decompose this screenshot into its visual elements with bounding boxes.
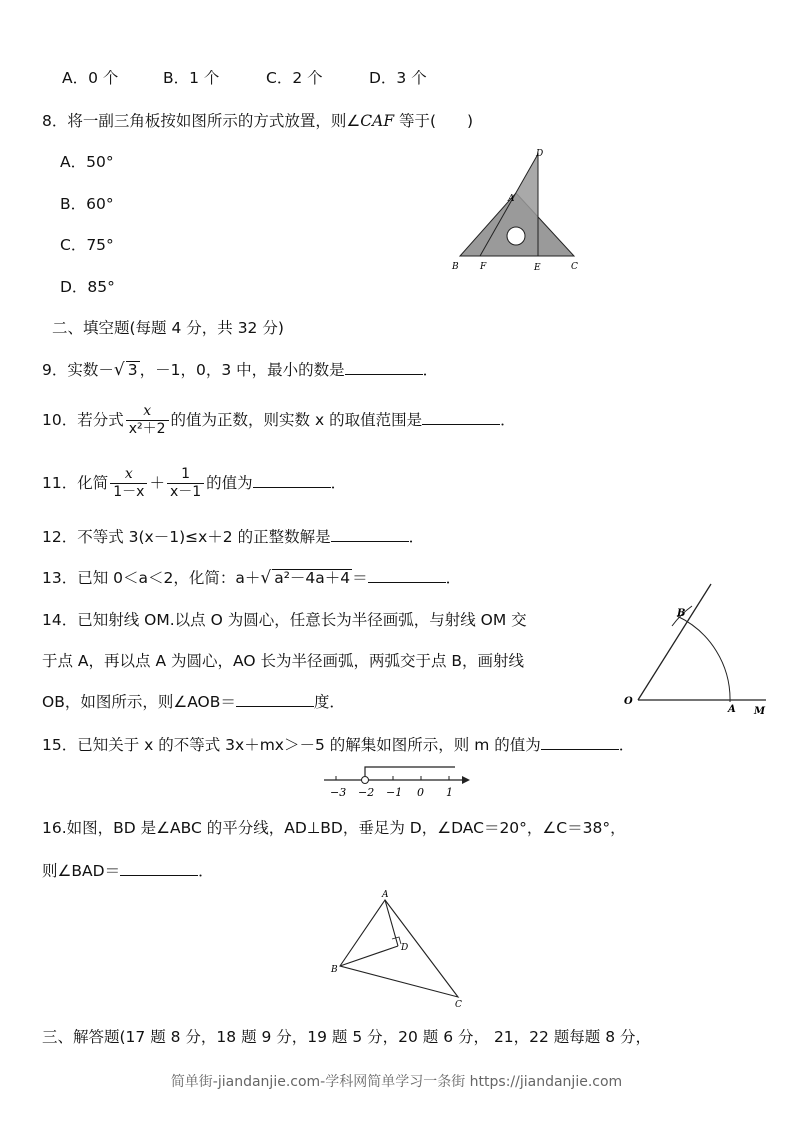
q8-option-d: D．85° — [60, 278, 115, 296]
q10: 10．若分式 $\frac{x}{\text{x²＋2}}$ 的值为正数，则实数 x 的取值范围是 ． — [42, 403, 516, 437]
q7-option-b: B．1 个 — [163, 69, 220, 87]
q15: 15．已知关于 x 的不等式 3x＋mx＞－5 的解集如图所示，则 m 的值为 ． — [42, 736, 635, 754]
q16-triangle-figure — [328, 890, 468, 1010]
q15-tick-neg1: −1 — [386, 786, 403, 799]
section-3-heading: 三、解答题(17 题 8 分，18 题 9 分，19 题 5 分，20 题 6 分， 21，22 题每题 8 分， — [42, 1028, 652, 1046]
q15-tick-0: 0 — [417, 786, 424, 799]
page-footer: 简单街-jiandanjie.com-学科网简单学习一条街 https://jiandanjie.com — [170, 1074, 623, 1090]
q14-answer-blank[interactable] — [236, 692, 314, 707]
q14-line-1: 14．已知射线 OM.以点 O 为圆心，任意长为半径画弧，与射线 OM 交 — [42, 611, 527, 629]
q7-option-a: A．0 个 — [62, 69, 119, 87]
q15-answer-blank[interactable] — [541, 735, 619, 750]
q7-option-d: D．3 个 — [369, 69, 427, 87]
q8-label-d: D — [536, 149, 544, 159]
q8-label-c: C — [571, 262, 578, 272]
q16-line-1: 16.如图，BD 是∠ABC 的平分线，AD⊥BD，垂足为 D，∠DAC＝20°，∠C＝38°， — [42, 819, 626, 837]
q14-label-o: O — [624, 696, 633, 707]
q14-label-b: B — [677, 608, 686, 619]
q16-line-2: 则∠BAD＝ ． — [42, 862, 214, 880]
q8-label-f: F — [480, 262, 487, 272]
q8-stem: 8．将一副三角板按如图所示的方式放置，则∠CAF 等于( ) — [42, 112, 474, 130]
q7-option-c: C．2 个 — [266, 69, 323, 87]
q11-answer-blank[interactable] — [253, 473, 331, 488]
q16-label-c: C — [455, 1000, 462, 1010]
q9-answer-blank[interactable] — [345, 360, 423, 375]
q8-option-c: C．75° — [60, 236, 114, 254]
q9: 9．实数－√ 3 ，－1，0，3 中，最小的数是 ． — [42, 360, 439, 380]
q13-answer-blank[interactable] — [368, 568, 446, 583]
q16-label-a: A — [382, 890, 389, 900]
q10-answer-blank[interactable] — [422, 410, 500, 425]
q12-answer-blank[interactable] — [331, 527, 409, 542]
q14-line-3: OB，如图所示，则∠AOB＝ 度． — [42, 693, 345, 711]
q13: 13．已知 0＜a＜2，化简：a＋√ a²－4a＋4 ＝ ． — [42, 568, 462, 588]
q16-answer-blank[interactable] — [120, 861, 198, 876]
q15-tick-neg2: −2 — [358, 786, 375, 799]
q8-label-b: B — [452, 262, 459, 272]
q12: 12．不等式 3(x－1)≤x＋2 的正整数解是 ． — [42, 528, 425, 546]
q15-tick-1: 1 — [446, 786, 453, 799]
q15-number-line — [320, 764, 480, 800]
q14-line-2: 于点 A，再以点 A 为圆心，AO 长为半径画弧，两弧交于点 B，画射线 — [42, 652, 525, 670]
q8-label-a: A — [508, 194, 515, 204]
q14-label-m: M — [754, 706, 766, 717]
q16-label-d: D — [401, 943, 409, 953]
q8-option-b: B．60° — [60, 195, 114, 213]
q15-tick-neg3: −3 — [330, 786, 347, 799]
q8-triangle-figure — [448, 146, 588, 276]
q11: 11．化简 $\frac{x}{1-x}$ ＋ $\frac{1}{x-1}$ 的值为 ． — [42, 466, 347, 500]
q14-label-a: A — [728, 704, 736, 715]
q16-label-b: B — [331, 965, 338, 975]
q8-label-e: E — [534, 263, 541, 273]
q14-ray-figure — [620, 580, 780, 720]
section-2-heading: 二、填空题(每题 4 分，共 32 分) — [52, 319, 284, 337]
q8-option-a: A．50° — [60, 153, 114, 171]
